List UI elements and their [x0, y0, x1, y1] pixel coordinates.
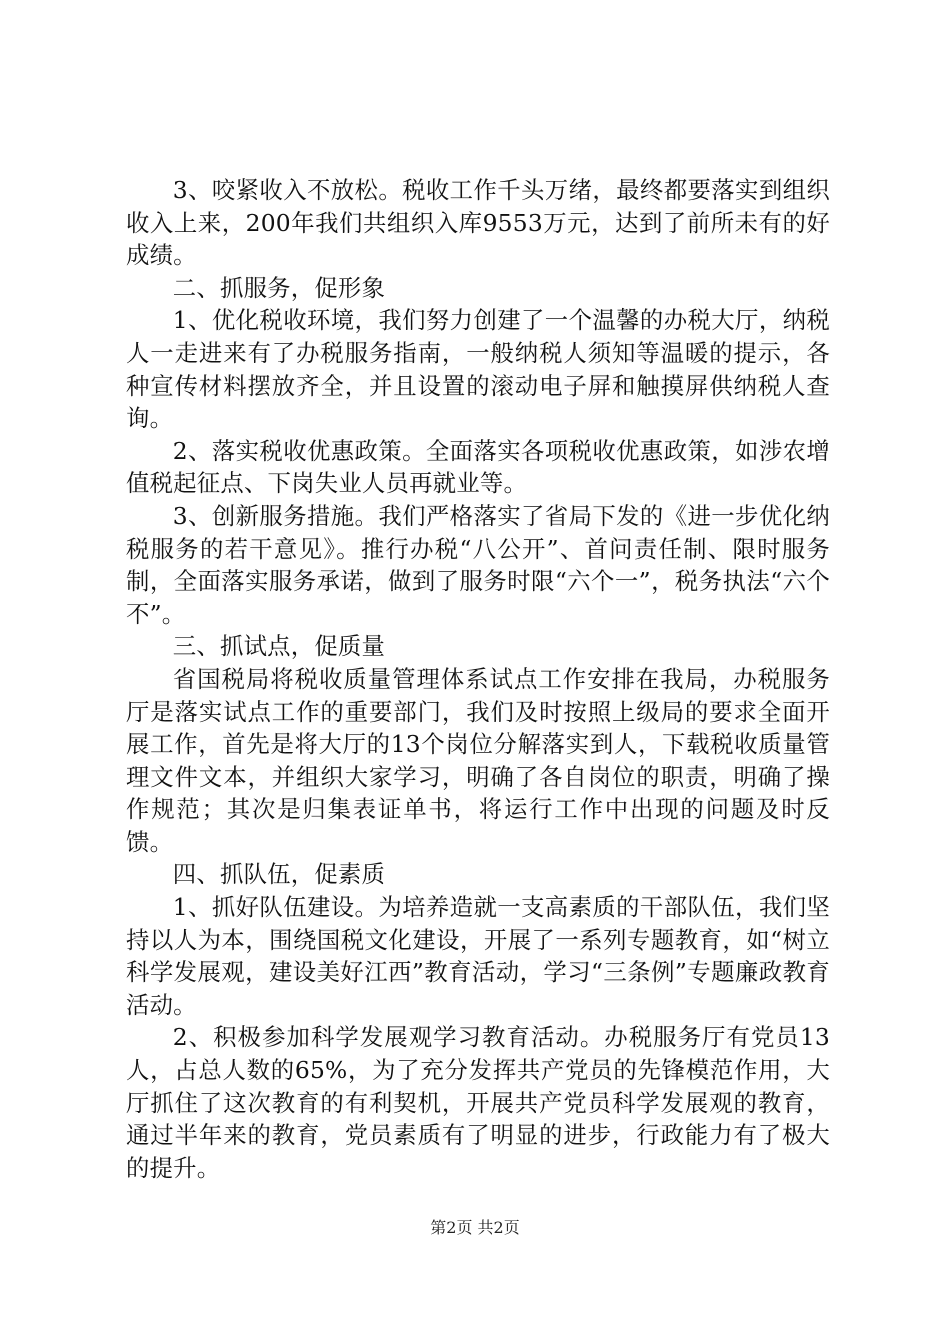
section-heading-pilot: 三、抓试点，促质量: [172, 632, 386, 661]
paragraph-service-innovation: 3、创新服务措施。我们严格落实了省局下发的《进一步优化纳税服务的若干意见》。推行办税“八公开”、首问责任制、限时服务制，全面落实服务承诺，做到了服务时限“六个一”，税务执法“六个不”。: [126, 501, 830, 628]
page-footer: 第2页 共2页: [430, 1218, 520, 1237]
paragraph-party-education: 2、积极参加科学发展观学习教育活动。办税服务厅有党员13人，占总人数的65%，为了充分发挥共产党员的先锋模范作用，大厅抓住了这次教育的有利契机，开展共产党员科学发展观的教育，通过半年来的教育，党员素质有了明显的进步，行政能力有了极大的提升。: [126, 1023, 830, 1182]
section-heading-service: 二、抓服务，促形象: [172, 273, 386, 302]
paragraph-quality-pilot: 省国税局将税收质量管理体系试点工作安排在我局，办税服务厅是落实试点工作的重要部门，我们及时按照上级局的要求全面开展工作，首先是将大厅的13个岗位分解落实到人，下载税收质量管理文件文本，并组织大家学习，明确了各自岗位的职责，明确了操作规范；其次是归集表证单书，将运行工作中出现的问题及时反馈。: [126, 664, 830, 856]
paragraph-revenue: 3、咬紧收入不放松。税收工作千头万绪，最终都要落实到组织收入上来，200年我们共组织入库9553万元，达到了前所未有的好成绩。: [126, 176, 830, 270]
paragraph-tax-environment: 1、优化税收环境，我们努力创建了一个温馨的办税大厅，纳税人一走进来有了办税服务指南，一般纳税人须知等温暖的提示，各种宣传材料摆放齐全，并且设置的滚动电子屏和触摸屏供纳税人查询。: [126, 306, 830, 433]
document-body: [126, 174, 830, 1184]
paragraph-team-building: 1、抓好队伍建设。为培养造就一支高素质的干部队伍，我们坚持以人为本，围绕国税文化建设，开展了一系列专题教育，如“树立科学发展观，建设美好江西”教育活动，学习“三条例”专题廉政教育活动。: [126, 893, 830, 1019]
paragraph-preferential-policy: 2、落实税收优惠政策。全面落实各项税收优惠政策，如涉农增值税起征点、下岗失业人员再就业等。: [126, 436, 830, 498]
section-heading-team: 四、抓队伍，促素质: [172, 860, 386, 889]
